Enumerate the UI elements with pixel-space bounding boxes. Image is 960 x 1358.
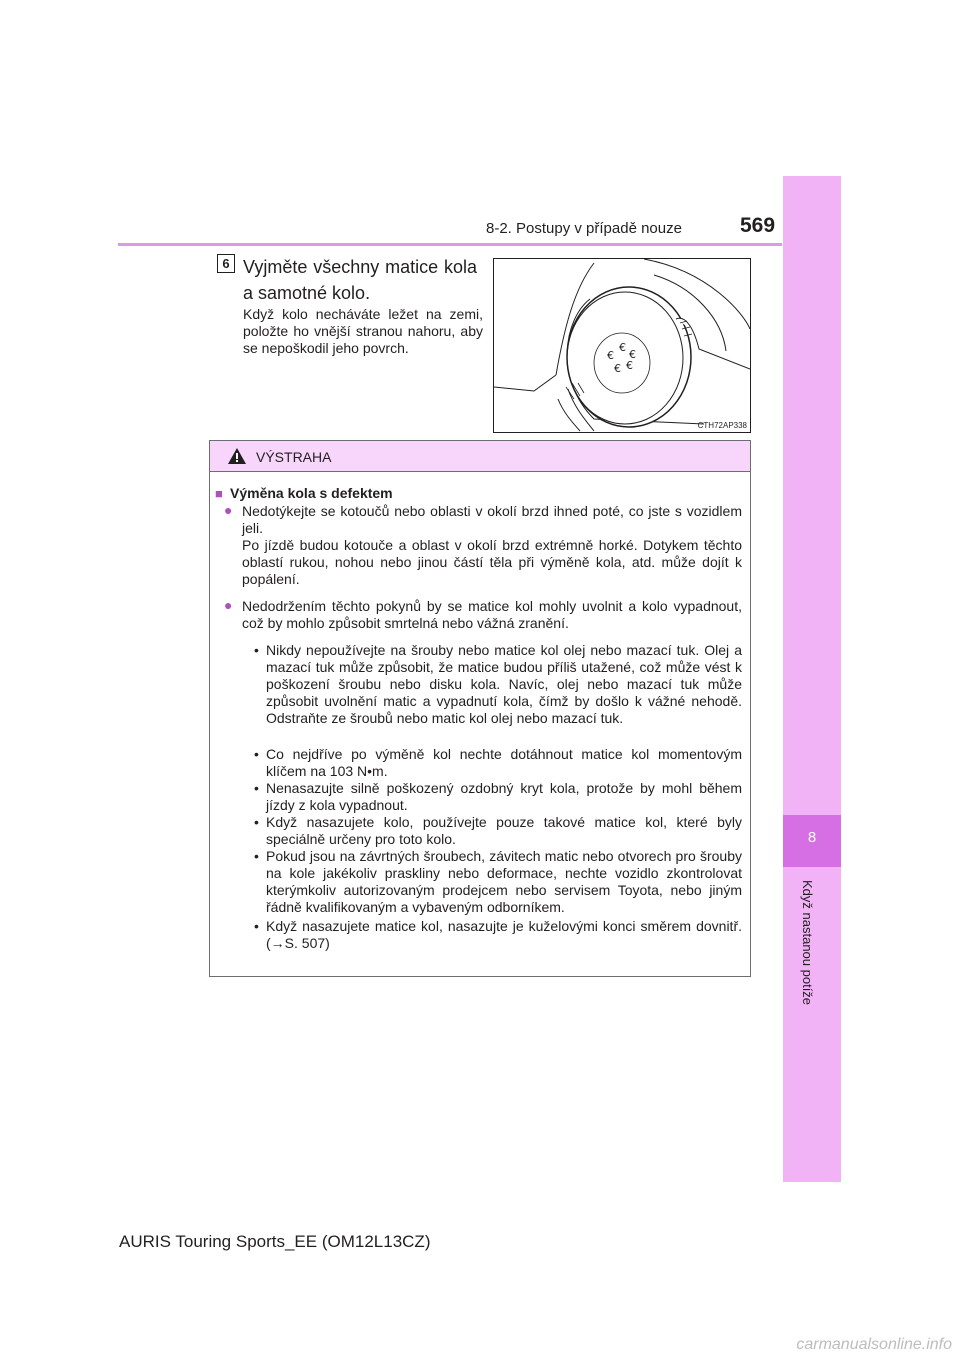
warning-item-2: Nedodržením těchto pokynů by se matice kol mohly uvolnit a kolo vypadnout, což by mohlo způsobit smrtelná nebo vážná zranění.: [242, 598, 742, 631]
step-body: Když kolo necháváte ležet na zemi, položte ho vnější stranou nahoru, aby se nepoškodil jeho povrch.: [243, 306, 483, 356]
warning-bullet: Nenasazujte silně poškozený ozdobný kryt kola, protože by mohl během jízdy z kola vypadnout.: [266, 780, 742, 813]
warning-bullet: Když nasazujete kolo, používejte pouze takové matice kol, které byly speciálně určeny pro toto kolo.: [266, 814, 742, 847]
circle-bullet-icon: ●: [224, 502, 233, 518]
warning-header: [210, 441, 750, 472]
warning-subheading: Výměna kola s defektem: [230, 485, 393, 501]
warning-bullet: Nikdy nepoužívejte na šrouby nebo matice kol olej nebo mazací tuk. Olej a mazací tuk může způsobit, že matice budou příliš utažené, což může vést k poškození šroubu nebo disku kola. Navíc, olej nebo mazací tuk může způsobit uvolnění matic a vypadnutí kola, čímž by došlo k vážné nehodě. Odstraňte ze šroubů nebo matic kol olej nebo mazací tuk.: [266, 642, 742, 726]
step-number: 6: [217, 254, 235, 273]
bullet-marker: •: [254, 918, 259, 934]
watermark: carmanualsonline.info: [796, 1336, 952, 1353]
header-divider: [118, 243, 782, 246]
wheel-removal-illustration: [493, 258, 751, 433]
svg-text:€: €: [607, 349, 614, 362]
warning-bullet: Pokud jsou na závrtných šroubech, závitech matic nebo otvorech pro šrouby na kole jakékoliv praskliny nebo deformace, nechte vozidlo zkontrolovat kterýmkoliv autorizovaným prodejcem nebo servisem Toyota, nebo jiným řádně kvalifikovaným a vybaveným odborníkem.: [266, 848, 742, 915]
circle-bullet-icon: ●: [224, 597, 233, 613]
warning-item-1-detail: Po jízdě budou kotouče a oblast v okolí brzd extrémně horké. Dotykem těchto oblastí rukou, nohou nebo jinou částí těla při výměně kola, atd. může dojít k popálení.: [242, 537, 742, 587]
svg-text:€: €: [629, 348, 636, 361]
warning-title: VÝSTRAHA: [256, 449, 332, 465]
bullet-marker: •: [254, 642, 259, 658]
svg-text:€: €: [626, 359, 633, 372]
chapter-title: Když nastanou potíže: [800, 880, 815, 1006]
svg-text:€: €: [619, 341, 626, 354]
figure-code: CTH72AP338: [697, 421, 747, 430]
chapter-number: 8: [807, 829, 817, 846]
warning-item-1: Nedotýkejte se kotoučů nebo oblasti v okolí brzd ihned poté, co jste s vozidlem jeli.: [242, 503, 742, 536]
bullet-marker: •: [254, 780, 259, 796]
step-heading: Vyjměte všechny matice kola a samotné kolo.: [243, 257, 477, 303]
square-bullet-icon: ■: [215, 486, 223, 501]
svg-text:€: €: [614, 362, 621, 375]
manual-id: AURIS Touring Sports_EE (OM12L13CZ): [119, 1232, 431, 1251]
warning-bullet: Když nasazujete matice kol, nasazujte je kuželovými konci směrem dovnitř. (→S. 507): [266, 918, 742, 951]
bullet-marker: •: [254, 848, 259, 864]
chapter-side-tab: [783, 176, 841, 1182]
warning-triangle-icon: [228, 448, 246, 464]
bullet-marker: •: [254, 814, 259, 830]
section-title: 8-2. Postupy v případě nouze: [486, 220, 682, 237]
page-number: 569: [740, 214, 776, 237]
wheel-drawing: [494, 259, 750, 432]
warning-bullet: Co nejdříve po výměně kol nechte dotáhnout matice kol momentovým klíčem na 103 N•m.: [266, 746, 742, 779]
warning-box: [209, 440, 751, 977]
bullet-marker: •: [254, 746, 259, 762]
